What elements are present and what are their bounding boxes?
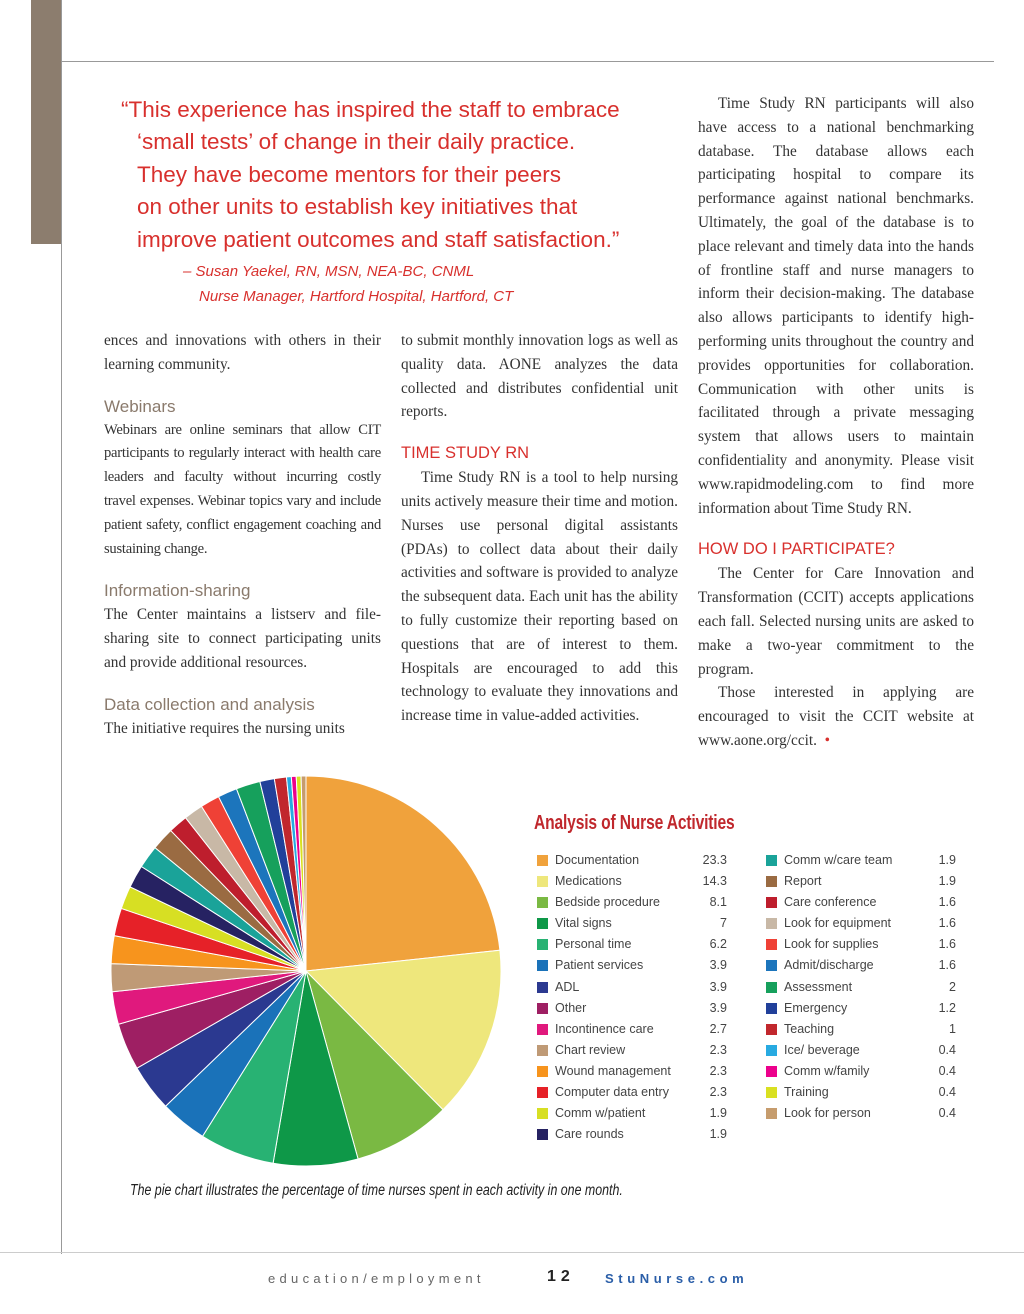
legend-item	[766, 1061, 956, 1082]
legend-item	[537, 1061, 732, 1082]
legend-item	[537, 850, 732, 871]
column-2	[401, 329, 678, 728]
legend-swatch	[766, 939, 777, 950]
legend-swatch	[766, 1066, 777, 1077]
legend-label: Training	[784, 1085, 829, 1100]
page-number: 12	[547, 1268, 575, 1285]
legend-value: 2.3	[709, 1063, 727, 1078]
legend-value: 14.3	[702, 874, 727, 889]
legend-swatch	[537, 1066, 548, 1077]
legend-item	[537, 955, 732, 976]
attribution-role: Nurse Manager, Hartford Hospital, Hartford, CT	[199, 287, 514, 305]
quote-attribution	[183, 260, 513, 309]
legend-label: Report	[784, 874, 822, 889]
legend-label: Chart review	[555, 1042, 626, 1057]
legend-value: 1.6	[938, 958, 956, 973]
legend-value: 0.4	[938, 1085, 956, 1100]
legend-item	[766, 1019, 956, 1040]
column-1	[104, 329, 381, 741]
legend-label: Look for supplies	[784, 937, 879, 952]
legend-label: Comm w/family	[784, 1063, 870, 1078]
chart-caption: The pie chart illustrates the percentage of time nurses spent in each activity in one month.	[130, 1182, 623, 1199]
legend-swatch	[537, 1045, 548, 1056]
legend-swatch	[766, 876, 777, 887]
legend-value: 1.9	[938, 853, 956, 867]
pull-quote	[121, 94, 681, 256]
legend-item	[537, 1019, 732, 1040]
attribution-name: – Susan Yaekel, RN, MSN, NEA-BC, CNML	[183, 263, 475, 280]
legend-swatch	[537, 1024, 548, 1035]
left-rule	[61, 0, 62, 1254]
end-bullet: •	[824, 731, 830, 749]
bottom-rule	[0, 1252, 1024, 1253]
legend-swatch	[766, 918, 777, 929]
legend-label: Wound management	[555, 1063, 671, 1078]
participate-text: The Center for Care Innovation and Transformation (CCIT) accepts applications each fall. Selected nursing units are asked to make a two-year commitment to the program.	[698, 565, 974, 678]
legend-value: 1.6	[938, 895, 956, 910]
legend-value: 1.9	[938, 874, 956, 889]
legend-value: 2.7	[709, 1021, 727, 1036]
legend-value: 23.3	[702, 853, 727, 867]
legend-swatch	[537, 876, 548, 887]
legend-value: 0.4	[938, 1042, 956, 1057]
legend-item	[766, 871, 956, 892]
legend-swatch	[766, 960, 777, 971]
legend-value: 2	[949, 979, 956, 994]
legend-swatch	[766, 855, 777, 866]
legend-value: 3.9	[709, 958, 727, 973]
legend-item	[766, 1040, 956, 1061]
legend-item	[766, 1082, 956, 1103]
legend-item	[537, 1124, 732, 1145]
legend-label: Emergency	[784, 1000, 848, 1015]
column-2-intro: to submit monthly innovation logs as well as quality data. AONE analyzes the data collected and distributes confidential unit reports.	[401, 332, 678, 421]
quote-line: They have become mentors for their peers	[137, 161, 561, 187]
legend-label: Personal time	[555, 937, 632, 952]
legend-swatch	[537, 960, 548, 971]
participate-heading: HOW DO I PARTICIPATE?	[698, 540, 895, 559]
time-study-heading: TIME STUDY RN	[401, 444, 530, 463]
legend-label: Documentation	[555, 853, 640, 867]
legend-label: Teaching	[784, 1021, 835, 1036]
legend-label: Assessment	[784, 979, 853, 994]
quote-line: on other units to establish key initiatives that	[137, 194, 578, 220]
legend-swatch	[766, 897, 777, 908]
legend-swatch	[766, 982, 777, 993]
legend-item	[537, 934, 732, 955]
legend-item	[537, 892, 732, 913]
legend-value: 1.9	[709, 1127, 727, 1142]
legend-item	[537, 977, 732, 998]
legend-value: 1.6	[938, 937, 956, 952]
webinars-text: Webinars are online seminars that allow CIT participants to regularly interact with health care leaders and faculty without incurring costly travel expenses. Webinar topics vary and include patient safety, conflict engagement coaching and sustaining change.	[104, 421, 381, 557]
legend-swatch	[537, 918, 548, 929]
apply-text	[698, 681, 974, 752]
info-sharing-text: The Center maintains a listserv and file-sharing site to connect participating units and provide additional resources.	[104, 606, 381, 671]
quote-line: improve patient outcomes and staff satisfaction.”	[137, 226, 620, 252]
quote-line: “This experience has inspired the staff to embrace	[121, 97, 620, 122]
legend-item	[766, 913, 956, 934]
legend-swatch	[537, 982, 548, 993]
legend-label: Bedside procedure	[555, 895, 660, 910]
chart-title: Analysis of Nurse Activities	[534, 812, 735, 834]
legend-value: 1	[949, 1021, 956, 1036]
data-collection-text: The initiative requires the nursing units	[104, 719, 345, 737]
legend-label: Vital signs	[555, 916, 612, 931]
legend-item	[766, 850, 956, 871]
legend-item	[766, 955, 956, 976]
legend-label: Care conference	[784, 895, 877, 910]
legend-right	[766, 850, 956, 1124]
legend-item	[537, 1103, 732, 1124]
data-collection-heading: Data collection and analysis	[104, 694, 315, 714]
legend-swatch	[537, 855, 548, 866]
legend-label: ADL	[555, 979, 580, 994]
legend-label: Look for person	[784, 1106, 871, 1121]
legend-item	[537, 913, 732, 934]
webinars-heading: Webinars	[104, 396, 176, 416]
apply-sentence: Those interested in applying are encouraged to visit the CCIT website at www.aone.org/ccit.	[698, 684, 974, 749]
legend-value: 0.4	[938, 1063, 956, 1078]
footer-brand: StuNurse.com	[605, 1271, 749, 1286]
legend-value: 3.9	[709, 1000, 727, 1015]
legend-label: Computer data entry	[555, 1085, 669, 1100]
benchmark-text: Time Study RN participants will also have access to a national benchmarking database. The database allows each participating hospital to compare its performance against national benchmarks. Ultimately, the goal of the database is to place relevant and timely data into the hands of frontline staff and nurse managers to inform their decision-making. The database also allows participants to identify high-performing units throughout the country and provides opportunities for collaboration. Communication with other units is facilitated through a private messaging system that allows users to maintain confidentiality and anonymity. Please visit www.rapidmodeling.com to find more information about Time Study RN.	[698, 95, 974, 517]
legend-label: Ice/ beverage	[784, 1042, 860, 1057]
legend-swatch	[766, 1087, 777, 1098]
legend-swatch	[766, 1024, 777, 1035]
column-1-intro: ences and innovations with others in their learning community.	[104, 332, 381, 373]
legend-label: Comm w/patient	[555, 1106, 646, 1121]
legend-label: Patient services	[555, 958, 644, 973]
legend-value: 1.9	[709, 1106, 727, 1121]
legend-swatch	[537, 939, 548, 950]
legend-label: Comm w/care team	[784, 853, 893, 867]
legend-left	[537, 850, 732, 1145]
legend-item	[766, 977, 956, 998]
legend-swatch	[537, 897, 548, 908]
legend-value: 3.9	[709, 979, 727, 994]
info-sharing-heading: Information-sharing	[104, 581, 251, 601]
legend-item	[537, 998, 732, 1019]
legend-swatch	[766, 1108, 777, 1119]
pie-chart	[108, 773, 504, 1169]
legend-item	[766, 934, 956, 955]
legend-swatch	[766, 1003, 777, 1014]
legend-value: 1.6	[938, 916, 956, 931]
legend-swatch	[537, 1129, 548, 1140]
legend-value: 1.2	[938, 1000, 956, 1015]
legend-item	[537, 871, 732, 892]
legend-label: Incontinence care	[555, 1021, 654, 1036]
top-rule	[62, 61, 994, 62]
column-3	[698, 92, 974, 753]
legend-value: 8.1	[709, 895, 727, 910]
quote-line: ‘small tests’ of change in their daily practice.	[137, 129, 576, 155]
time-study-text: Time Study RN is a tool to help nursing units actively measure their time and motion. Nurses use personal digital assistants (PDAs) to collect data about their daily activities and software is provided to analyze the subsequent data. Each unit has the ability to fully customize their reporting based on questions that are of interest to them. Hospitals are encouraged to add this technology to evaluate they innovations and increase time in value-added activities.	[401, 469, 678, 725]
footer-section: education/employment	[268, 1271, 485, 1286]
legend-swatch	[537, 1108, 548, 1119]
legend-label: Look for equipment	[784, 916, 892, 931]
legend-value: 0.4	[938, 1106, 956, 1121]
legend-swatch	[537, 1087, 548, 1098]
legend-label: Medications	[555, 874, 622, 889]
legend-value: 2.3	[709, 1042, 727, 1057]
legend-item	[766, 892, 956, 913]
side-accent-bar	[31, 0, 61, 244]
legend-swatch	[537, 1003, 548, 1014]
legend-item	[537, 1040, 732, 1061]
legend-value: 2.3	[709, 1085, 727, 1100]
legend-value: 6.2	[709, 937, 727, 952]
legend-item	[766, 998, 956, 1019]
legend-swatch	[766, 1045, 777, 1056]
pie-slice-documentation	[306, 776, 500, 971]
legend-label: Care rounds	[555, 1127, 624, 1142]
legend-value: 7	[720, 916, 727, 931]
legend-item	[537, 1082, 732, 1103]
legend-label: Other	[555, 1000, 587, 1015]
legend-label: Admit/discharge	[784, 958, 874, 973]
legend-item	[766, 1103, 956, 1124]
